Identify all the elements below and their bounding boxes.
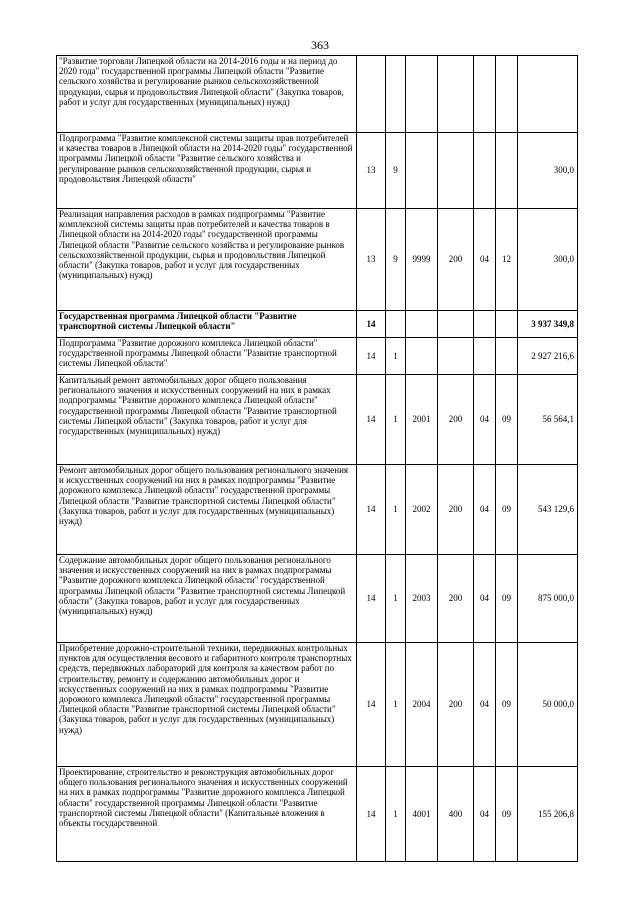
cell-gp-code: 13 [357, 209, 386, 311]
cell-subsection-code: 12 [496, 209, 518, 311]
table-row [57, 338, 578, 375]
cell-subsection-code: 09 [496, 767, 518, 862]
cell-expense-type-code [438, 133, 474, 209]
cell-subprogram-code [386, 56, 406, 133]
cell-section-code [474, 56, 496, 133]
cell-section-code: 04 [474, 643, 496, 767]
table-body [57, 56, 578, 862]
cell-section-code: 04 [474, 767, 496, 862]
cell-row-name: Приобретение дорожно-строительной техники, передвижных контрольных пунктов для осуществления весового и габаритного контроля транспортных средств, передвижных лабораторий для контроля за качеством работ по строительству, ремонту и содержанию автомобильных дорог и искусственных сооружений на них в рамках подпрограммы "Развитие дорожного комплекса Липецкой области" государственной программы Липецкой области "Развитие транспортной системы Липецкой области" (Закупка товаров, работ и услуг для государственных (муниципальных) нужд) [57, 643, 357, 767]
cell-subsection-code: 09 [496, 555, 518, 643]
cell-expense-type-code: 200 [438, 555, 474, 643]
cell-subsection-code [496, 338, 518, 375]
cell-subsection-code [496, 133, 518, 209]
cell-row-name: "Развитие торговли Липецкой области на 2014-2016 годы и на период до 2020 года" государственной программы Липецкой области "Развитие сельского хозяйства и регулирование рынков сельскохозяйственной продукции, сырья и продовольствия Липецкой области" (Закупка товаров, работ и услуг для государственных (муниципальных) нужд) [57, 56, 357, 133]
table-row [57, 56, 578, 133]
cell-amount: 56 564,1 [518, 375, 578, 465]
cell-row-name: Содержание автомобильных дорог общего пользования регионального значения и искусственных сооружений на них в рамках подпрограммы "Развитие дорожного комплекса Липецкой области" государственной программы Липецкой области "Развитие транспортной системы Липецкой области" (Закупка товаров, работ и услуг для государственных (муниципальных) нужд) [57, 555, 357, 643]
table-row [57, 209, 578, 311]
cell-expense-type-code [438, 311, 474, 338]
table-row [57, 767, 578, 862]
cell-amount: 155 206,8 [518, 767, 578, 862]
cell-amount: 543 129,6 [518, 465, 578, 555]
cell-section-code: 04 [474, 209, 496, 311]
table-row [57, 643, 578, 767]
cell-subprogram-code: 1 [386, 338, 406, 375]
cell-gp-code: 14 [357, 375, 386, 465]
cell-subprogram-code: 9 [386, 133, 406, 209]
cell-subsection-code [496, 56, 518, 133]
cell-section-code [474, 338, 496, 375]
cell-subprogram-code: 9 [386, 209, 406, 311]
cell-expense-type-code: 400 [438, 767, 474, 862]
cell-direction-code [406, 133, 438, 209]
cell-subprogram-code: 1 [386, 555, 406, 643]
table-row [57, 311, 578, 338]
cell-subprogram-code [386, 311, 406, 338]
cell-gp-code [357, 56, 386, 133]
cell-row-name: Подпрограмма "Развитие дорожного комплекса Липецкой области" государственной программы Липецкой области "Развитие транспортной системы Липецкой области" [57, 338, 357, 375]
table-row [57, 133, 578, 209]
table-row [57, 555, 578, 643]
cell-subsection-code: 09 [496, 643, 518, 767]
cell-row-name: Реализация направления расходов в рамках подпрограммы "Развитие комплексной системы защиты прав потребителей и качества товаров в Липецкой области на 2014-2020 годы" государственной программы Липецкой области "Развитие сельского хозяйства и регулирование рынков сельскохозяйственной продукции, сырья и продовольствия Липецкой области" (Закупка товаров, работ и услуг для государственных (муниципальных) нужд) [57, 209, 357, 311]
cell-gp-code: 14 [357, 311, 386, 338]
cell-subprogram-code: 1 [386, 643, 406, 767]
cell-direction-code: 4001 [406, 767, 438, 862]
cell-expense-type-code: 200 [438, 643, 474, 767]
cell-direction-code: 2001 [406, 375, 438, 465]
budget-table [56, 55, 578, 862]
cell-expense-type-code: 200 [438, 209, 474, 311]
page-number: 363 [311, 38, 329, 52]
cell-amount: 50 000,0 [518, 643, 578, 767]
cell-row-name: Государственная программа Липецкой области "Развитие транспортной системы Липецкой области" [57, 311, 357, 338]
cell-amount: 300,0 [518, 133, 578, 209]
cell-expense-type-code [438, 338, 474, 375]
cell-amount: 875 000,0 [518, 555, 578, 643]
cell-gp-code: 14 [357, 767, 386, 862]
cell-section-code: 04 [474, 465, 496, 555]
table-row [57, 375, 578, 465]
cell-row-name: Подпрограмма "Развитие комплексной системы защиты прав потребителей и качества товаров в Липецкой области на 2014-2020 годы" государственной программы Липецкой области "Развитие сельского хозяйства и регулирование рынков сельскохозяйственной продукции, сырья и продовольствия Липецкой области" [57, 133, 357, 209]
cell-section-code [474, 311, 496, 338]
cell-amount [518, 56, 578, 133]
cell-subsection-code: 09 [496, 375, 518, 465]
cell-direction-code [406, 311, 438, 338]
cell-expense-type-code [438, 56, 474, 133]
cell-gp-code: 14 [357, 643, 386, 767]
cell-section-code [474, 133, 496, 209]
cell-subsection-code: 09 [496, 465, 518, 555]
cell-direction-code [406, 338, 438, 375]
cell-amount: 300,0 [518, 209, 578, 311]
cell-direction-code: 2002 [406, 465, 438, 555]
cell-section-code: 04 [474, 375, 496, 465]
cell-subprogram-code: 1 [386, 767, 406, 862]
cell-gp-code: 13 [357, 133, 386, 209]
cell-direction-code [406, 56, 438, 133]
cell-subsection-code [496, 311, 518, 338]
cell-section-code: 04 [474, 555, 496, 643]
cell-expense-type-code: 200 [438, 465, 474, 555]
cell-gp-code: 14 [357, 338, 386, 375]
cell-row-name: Ремонт автомобильных дорог общего пользования регионального значения и искусственных сооружений на них в рамках подпрограммы "Развитие дорожного комплекса Липецкой области" государственной программы Липецкой области "Развитие транспортной системы Липецкой области" (Закупка товаров, работ и услуг для государственных (муниципальных) нужд) [57, 465, 357, 555]
cell-amount: 2 927 216,6 [518, 338, 578, 375]
cell-subprogram-code: 1 [386, 465, 406, 555]
cell-direction-code: 2003 [406, 555, 438, 643]
cell-expense-type-code: 200 [438, 375, 474, 465]
cell-direction-code: 9999 [406, 209, 438, 311]
cell-direction-code: 2004 [406, 643, 438, 767]
cell-row-name: Проектирование, строительство и реконструкция автомобильных дорог общего пользования регионального значения и искусственных сооружений на них в рамках подпрограммы "Развитие дорожного комплекса Липецкой области" государственной программы Липецкой области "Развитие транспортной системы Липецкой области" (Капитальные вложения в объекты государственной [57, 767, 357, 862]
cell-subprogram-code: 1 [386, 375, 406, 465]
cell-amount: 3 937 349,8 [518, 311, 578, 338]
cell-gp-code: 14 [357, 465, 386, 555]
cell-gp-code: 14 [357, 555, 386, 643]
cell-row-name: Капитальный ремонт автомобильных дорог общего пользования регионального значения и искусственных сооружений на них в рамках подпрограммы "Развитие дорожного комплекса Липецкой области" государственной программы Липецкой области "Развитие транспортной системы Липецкой области" (Закупка товаров, работ и услуг для государственных (муниципальных) нужд) [57, 375, 357, 465]
table-row [57, 465, 578, 555]
